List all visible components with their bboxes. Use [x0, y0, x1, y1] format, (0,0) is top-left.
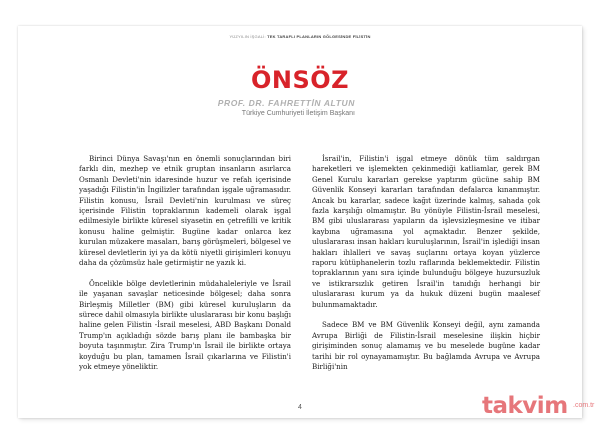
author-name: PROF. DR. FAHRETTİN ALTUN	[217, 98, 355, 108]
book-page	[18, 26, 582, 418]
running-header-prefix: YÜZYILIN İŞGALİ:	[229, 34, 266, 39]
watermark-logo: takvim	[482, 393, 568, 419]
paragraph: Öncelikle bölge devletlerinin müdahaleleriyle ve İsrail ile yaşanan savaşlar neticesinde bölgesel; daha sonra Birleşmiş Milletler (BM) gibi küresel kuruluşların da sürece dahil olmasıyla birlikte uluslararası bir konu başlığı haline gelen Filistin -İsrail meselesi, ABD Başkanı Donald Trump'ın açıkladığı sözde barış planı ile bambaşka bir boyuta taşınmıştır. Zira Trump'ın İsrail ile birlikte ortaya koyduğu bu plan, tamamen İsrail çıkarlarına ve Filistin'i yok etmeye yöneliktir.	[79, 278, 291, 372]
author-role: Türkiye Cumhuriyeti İletişim Başkanı	[241, 110, 355, 117]
watermark-domain-suffix: .com.tr	[573, 402, 595, 409]
author-block	[218, 98, 355, 117]
running-header	[18, 34, 582, 39]
running-header-title: TEK TARAFLI PLANLARIN GÖLGESİNDE FİLİSTİN	[267, 34, 371, 39]
paragraph: İsrail'in, Filistin'i işgal etmeye dönük tüm saldırgan hareketleri ve işlemekten çekinmediği katliamlar, gerek BM Genel Kurulu kararları gerekse yaptırım gücüne sahip BM Güvenlik Konseyi kararları tarafından defalarca kınanmıştır. Ancak bu kararlar, sadece kağıt üzerinde kalmış, sahada çok fazla karşılığı olmamıştır. Bu yönüyle Filistin-İsrail meselesi, BM gibi uluslararası yapıların da işlevsizleşmesine ve itibar kaybına uğramasına yol açmaktadır. Benzer şekilde, uluslararası insan hakları kuruluşlarının, İsrail'in işlediği insan hakları ihlalleri ve savaş suçlarını ortaya koyan yüzlerce raporu kütüphanelerin tozlu raflarında beklemektedir. Filistin topraklarının yanı sıra içinde bulunduğu bölgeye huzursuzluk ve istikrarsızlık getiren İsrail'in tanıdığı herhangi bir uluslararası kurum ya da hukuk düzeni bugün maalesef bulunmamaktadır.	[312, 154, 540, 309]
paragraph: Birinci Dünya Savaşı'nın en önemli sonuçlarından biri farklı din, mezhep ve etnik gruptan insanların asırlarca Osmanlı Devleti'nin idaresinde huzur ve refah içerisinde yaşadığı Filistin'in İngilizler tarafından işgale uğramasıdır. Filistin konusu, İsrail Devleti'nin kurulması ve süreç içerisinde Filistin topraklarının kademeli olarak işgal edilmesiyle birlikte küresel siyasetin en çetrefilli ve kritik konusu haline gelmiştir. Bugüne kadar onlarca kez kurulan müzakere masaları, barış görüşmeleri, bölgesel ve küresel devletlerin iyi ya da kötü niyetli girişimleri konuyu daha da çözümsüz hale getirmiştir ne yazık ki.	[79, 154, 291, 268]
paragraph: Sadece BM ve BM Güvenlik Konseyi değil, aynı zamanda Avrupa Birliği de Filistin-İsrail meselesine ilişkin hiçbir girişiminden sonuç alamamış ve bu meselede bugüne kadar tarihi bir rol oynayamamıştır. Bu bağlamda Avrupa ve Avrupa Birliği'nin	[312, 320, 540, 372]
chapter-title: ÖNSÖZ	[250, 66, 350, 94]
text-column-right	[312, 154, 540, 383]
page-number: 4	[298, 404, 302, 411]
text-column-left	[79, 154, 291, 383]
